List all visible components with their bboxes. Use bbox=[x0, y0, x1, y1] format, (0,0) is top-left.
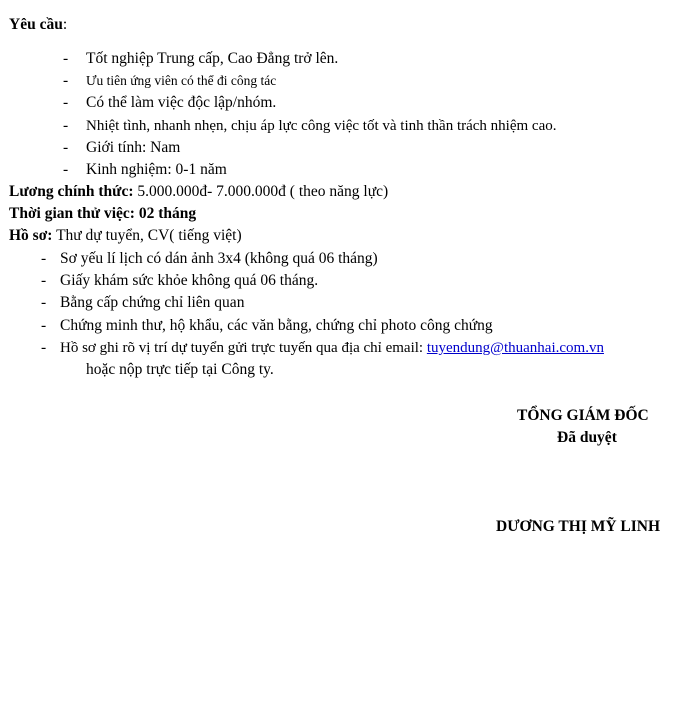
list-bullet: - bbox=[63, 161, 69, 178]
probation-line: Thời gian thử việc: 02 tháng bbox=[9, 205, 197, 222]
dossier-line bbox=[9, 225, 242, 247]
dossier-label: Hồ sơ: bbox=[9, 227, 53, 244]
list-bullet: - bbox=[41, 250, 47, 267]
list-bullet: - bbox=[63, 117, 69, 134]
salary-line bbox=[9, 181, 388, 203]
salary-value: 5.000.000đ- 7.000.000đ ( theo năng lực) bbox=[133, 183, 389, 200]
list-item-text: Chứng minh thư, hộ khẩu, các văn bằng, chứng chỉ photo công chứng bbox=[60, 317, 493, 334]
list-item-text: Tốt nghiệp Trung cấp, Cao Đẳng trở lên. bbox=[86, 50, 339, 67]
list-item-text bbox=[60, 337, 604, 359]
email-link[interactable]: tuyendung@thuanhai.com.vn bbox=[426, 340, 604, 356]
signature-status: Đã duyệt bbox=[557, 429, 617, 446]
list-item-text: Ưu tiên ứng viên có thể đi công tác bbox=[86, 73, 277, 88]
list-bullet: - bbox=[63, 94, 69, 111]
list-item-continuation: hoặc nộp trực tiếp tại Công ty. bbox=[86, 361, 274, 378]
list-bullet: - bbox=[63, 50, 69, 67]
signature-title: TỔNG GIÁM ĐỐC bbox=[517, 407, 649, 424]
list-item-text: Giới tính: Nam bbox=[86, 139, 181, 156]
signature-name: DƯƠNG THỊ MỸ LINH bbox=[496, 518, 661, 535]
list-bullet: - bbox=[41, 272, 47, 289]
list-bullet: - bbox=[41, 294, 47, 311]
dossier-value: Thư dự tuyển, CV( tiếng việt) bbox=[52, 227, 242, 244]
list-item-text: Giấy khám sức khỏe không quá 06 tháng. bbox=[60, 272, 319, 289]
email-item-text: Hồ sơ ghi rõ vị trí dự tuyển gửi trực tuyến qua địa chỉ email: bbox=[60, 340, 427, 356]
list-bullet: - bbox=[41, 317, 47, 334]
list-bullet: - bbox=[63, 72, 69, 89]
list-item-text: Sơ yếu lí lịch có dán ảnh 3x4 (không quá 06 tháng) bbox=[60, 250, 378, 267]
list-item-text: Kinh nghiệm: 0-1 năm bbox=[86, 161, 227, 178]
salary-label: Lương chính thức: bbox=[9, 183, 134, 200]
requirements-heading bbox=[9, 14, 67, 36]
requirements-heading-label: Yêu cầu bbox=[9, 16, 63, 33]
list-item-text: Có thể làm việc độc lập/nhóm. bbox=[86, 94, 277, 111]
list-item-text: Nhiệt tình, nhanh nhẹn, chịu áp lực công việc tốt và tinh thần trách nhiệm cao. bbox=[86, 118, 557, 134]
list-bullet: - bbox=[63, 139, 69, 156]
list-item-text: Bằng cấp chứng chỉ liên quan bbox=[60, 294, 245, 311]
list-bullet: - bbox=[41, 339, 47, 356]
requirements-heading-colon: : bbox=[62, 16, 68, 33]
